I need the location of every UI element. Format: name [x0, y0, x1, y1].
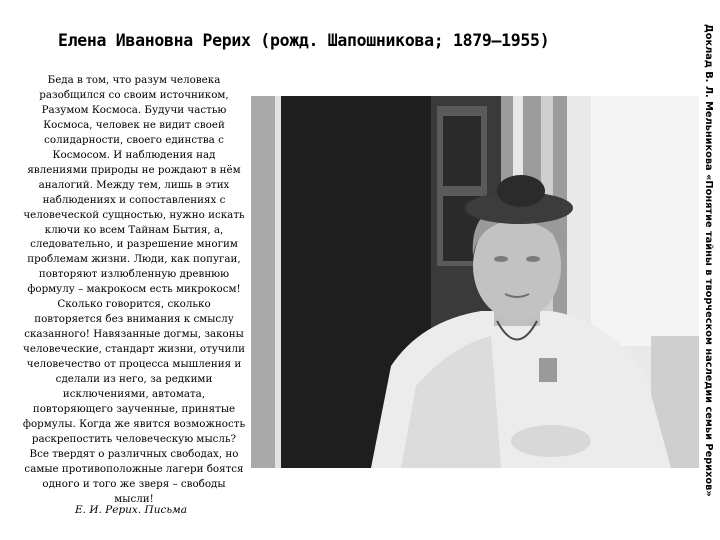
quote-line: человеческой сущностью, нужно искать: [23, 208, 245, 221]
quote-line: наблюдениях и сопоставлениях с: [42, 193, 226, 206]
quote-line: аналогий. Между тем, лишь в этих: [38, 178, 230, 191]
quote-line: Космоса, человек не видит своей: [43, 118, 225, 131]
quote-line: формулу – макрокосм есть микрокосм!: [27, 283, 241, 296]
quote-line: исключениями, автомата,: [62, 388, 206, 401]
quote-line: проблемам жизни. Люди, как попугаи,: [27, 253, 241, 266]
quote-line: следовательно, и разрешение многим: [30, 238, 238, 251]
quote-line: ключи ко всем Тайнам Бытия, а,: [44, 223, 224, 236]
quote-line: человечество от процесса мышления и: [26, 358, 242, 371]
portrait-photo: [251, 96, 699, 468]
quote-line: раскрепостить человеческую мысль?: [31, 432, 237, 445]
quote-line: сделали из него, за редкими: [55, 373, 213, 386]
quote-line: Сколько говорится, сколько: [57, 298, 211, 311]
quote-line: самые противоположные лагери боятся: [24, 462, 244, 475]
quote-line: разобщился со своим источником,: [39, 88, 229, 101]
quote-line: солидарности, своего единства с: [44, 133, 224, 146]
quote-line: повторяется без внимания к смыслу: [34, 313, 234, 326]
quote-line: повторяющего заученные, принятые: [32, 402, 236, 415]
quote-line: Беда в том, что разум человека: [47, 74, 221, 86]
side-caption: Доклад В. Л. Мельникова «Понятие тайны в творческом наследии семьи Рерихов»: [703, 24, 714, 497]
quote-line: формулы. Когда же явится возможность: [22, 417, 246, 430]
portrait-photo-image: [251, 96, 699, 468]
quote-lines: [18, 73, 250, 507]
quote-line: Разумом Космоса. Будучи частью: [41, 103, 227, 116]
quote-line: Все твердят о различных свободах, но: [29, 447, 239, 460]
page-title: Елена Ивановна Рерих (рожд. Шапошникова; 1879—1955): [58, 31, 550, 50]
quote-line: мысли!: [114, 492, 154, 505]
quote-line: одного и того же зверя – свободы: [42, 477, 226, 490]
quote-text: [18, 73, 250, 507]
quote-line: Космосом. И наблюдения над: [52, 148, 216, 161]
quote-source: Е. И. Рерих. Письма: [75, 504, 188, 516]
quote-line: сказанного! Навязанные догмы, законы: [24, 328, 244, 341]
quote-line: человеческие, стандарт жизни, отучили: [23, 343, 245, 356]
quote-line: явлениями природы не рождают в нём: [27, 163, 241, 176]
quote-line: повторяют излюбленную древнюю: [38, 268, 230, 281]
